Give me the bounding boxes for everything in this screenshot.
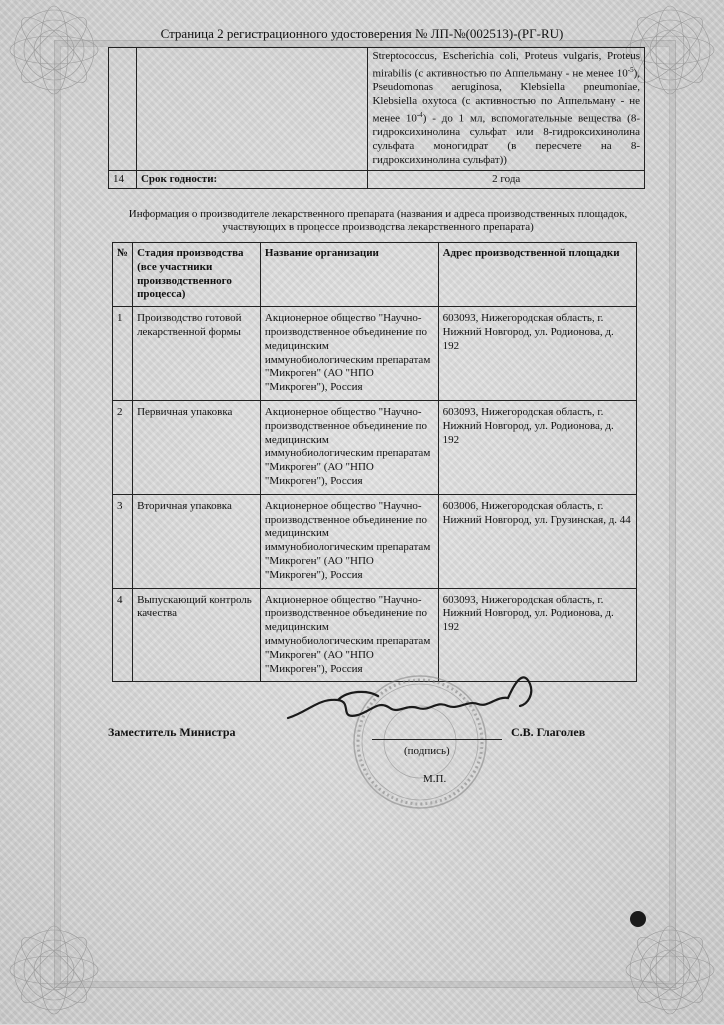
rosette-ornament-icon xyxy=(620,920,720,1020)
row-number-cell: 14 xyxy=(109,170,137,189)
label-cell xyxy=(136,48,368,171)
shelf-life-value: 2 года xyxy=(368,170,645,189)
row-number-cell xyxy=(109,48,137,171)
hologram-dot-icon xyxy=(630,911,646,927)
stage-cell: Первичная упаковка xyxy=(133,400,261,494)
composition-table xyxy=(108,47,645,189)
handwritten-signature-icon xyxy=(278,660,558,730)
address-cell: 603093, Нижегородская область, г. Нижний Новгород, ул. Родионова, д. 192 xyxy=(438,307,636,401)
address-cell: 603093, Нижегородская область, г. Нижний Новгород, ул. Родионова, д. 192 xyxy=(438,400,636,494)
rosette-ornament-icon xyxy=(4,0,104,100)
table-row xyxy=(113,494,637,588)
signatory-name: С.В. Глаголев xyxy=(511,725,586,739)
manufacturer-intro: Информация о производителе лекарственного препарата (названия и адреса производственных площадок, участвующих в процессе производства лекарственного препарата) xyxy=(128,208,628,233)
column-header: Адрес производственной площадки xyxy=(438,243,636,307)
table-row xyxy=(109,48,645,171)
organization-cell: Акционерное общество "Научно-производственное объединение по медицинским иммунобиологическим препаратам "Микроген" (АО "НПО "Микроген"), Россия xyxy=(260,494,438,588)
manufacturer-table xyxy=(112,242,637,682)
organization-cell: Акционерное общество "Научно-производственное объединение по медицинским иммунобиологическим препаратам "Микроген" (АО "НПО "Микроген"), Россия xyxy=(260,400,438,494)
stage-cell: Выпускающий контроль качества xyxy=(133,588,261,682)
column-header: Название организации xyxy=(260,243,438,307)
row-number-cell: 1 xyxy=(113,307,133,401)
column-header: № xyxy=(113,243,133,307)
stage-cell: Вторичная упаковка xyxy=(133,494,261,588)
address-cell: 603093, Нижегородская область, г. Нижний Новгород, ул. Родионова, д. 192 xyxy=(438,588,636,682)
row-number-cell: 2 xyxy=(113,400,133,494)
stage-cell: Производство готовой лекарственной формы xyxy=(133,307,261,401)
table-row xyxy=(109,170,645,189)
composition-cell: Streptococcus, Escherichia coli, Proteus vulgaris, Proteus mirabilis (с активностью по Аппельману - не менее $10^{-5}$), Pseudomonas aeruginosa, Klebsiella pneumoniae, Klebsiella oxytoca (с активностью по Аппельману - не менее $10^{-4}$) - до 1 мл, вспомогательные вещества (8-гидроксихинолина сульфат или 8-гидроксихинолина сульфата моногидрат (в пересчете на 8-гидроксихинолина сульфат)) xyxy=(368,48,645,171)
seal-place-label: М.П. xyxy=(423,773,447,785)
organization-cell: Акционерное общество "Научно-производственное объединение по медицинским иммунобиологическим препаратам "Микроген" (АО "НПО "Микроген"), Россия xyxy=(260,307,438,401)
signature-line xyxy=(372,739,502,740)
row-number-cell: 3 xyxy=(113,494,133,588)
table-header-row xyxy=(113,243,637,307)
column-header: Стадия производства (все участники производственного процесса) xyxy=(133,243,261,307)
table-row xyxy=(113,400,637,494)
signatory-title: Заместитель Министра xyxy=(108,725,236,739)
rosette-ornament-icon xyxy=(4,920,104,1020)
row-number-cell: 4 xyxy=(113,588,133,682)
shelf-life-label: Срок годности: xyxy=(136,170,368,189)
table-row xyxy=(113,307,637,401)
signature-caption: (подпись) xyxy=(404,745,450,757)
page-header: Страница 2 регистрационного удостоверения № ЛП-№(002513)-(РГ-RU) xyxy=(160,26,564,41)
address-cell: 603006, Нижегородская область, г. Нижний Новгород, ул. Грузинская, д. 44 xyxy=(438,494,636,588)
organization-cell: Акционерное общество "Научно-производственное объединение по медицинским иммунобиологическим препаратам "Микроген" (АО "НПО "Микроген"), Россия xyxy=(260,588,438,682)
